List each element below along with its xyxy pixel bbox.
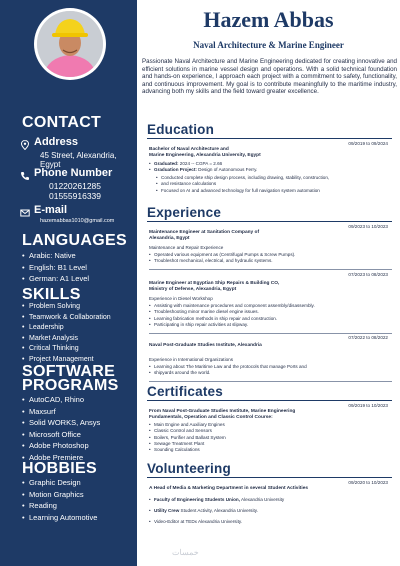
list-item: • Assisting with maintenance procedures and component assembly/disassembly. bbox=[149, 303, 389, 309]
entry-divider bbox=[149, 333, 392, 334]
profile-summary: Passionate Naval Architecture and Marine Engineering dedicated for creating innovative and efficient solutions in marine vessel design and operations. With a solid technical foundation and hands-on experience, I approach each project with a commitment to safety, functionality, and continuous improvement. My goal is to contribute meaningfully to the maritime industry, advancing both my skills and the field toward greater excellence. bbox=[142, 58, 397, 96]
list-item: • Operated various equipment as (Centrifugal Pumps & Screw Pumps). bbox=[149, 252, 389, 258]
list-item: • Arabic: Native bbox=[22, 250, 89, 262]
list-item: • Sewage Treatment Plant bbox=[149, 441, 389, 447]
location-pin-icon bbox=[20, 137, 30, 147]
email-row bbox=[20, 204, 67, 216]
address-label: Address bbox=[34, 136, 79, 148]
list-item: • shipyards around the world. bbox=[149, 370, 389, 376]
list-item: • Graphic Design bbox=[22, 477, 97, 489]
software-list bbox=[22, 394, 100, 464]
main-content bbox=[137, 0, 400, 566]
list-item: • Main Engine and Auxiliary Engines bbox=[149, 422, 389, 428]
list-item: • Teamwork & Collaboration bbox=[22, 313, 111, 324]
person-name: Hazem Abbas bbox=[203, 7, 334, 32]
job-subtitle: Experience in Diesel Workshop bbox=[149, 296, 213, 301]
education-date: 09/2019 to 09/2024 bbox=[348, 141, 388, 146]
software-heading-line-1: SOFTWARE bbox=[22, 363, 116, 380]
volunteering-activities bbox=[149, 494, 389, 527]
certificates-date: 09/2019 to 10/2023 bbox=[348, 403, 388, 408]
languages-list bbox=[22, 250, 89, 285]
project-details bbox=[149, 175, 389, 194]
education-heading: Education bbox=[147, 122, 215, 137]
software-heading-line-2: PROGRAMS bbox=[22, 377, 119, 394]
watermark: خمسات bbox=[172, 548, 199, 557]
list-item: • and resistance calculations bbox=[149, 181, 389, 187]
job-subtitle: Experience in International Organizations bbox=[149, 357, 234, 362]
list-item: • Sounding Calculations bbox=[149, 447, 389, 453]
skills-heading: SKILLS bbox=[22, 286, 81, 303]
person-role: Naval Architecture & Marine Engineer bbox=[193, 40, 344, 50]
section-divider bbox=[147, 138, 392, 139]
job-title-line-1: Maintenance Engineer at Sanitation Company of bbox=[149, 230, 260, 235]
list-item: • Focused on AI and advanced technology for full navigation system automation bbox=[149, 188, 389, 194]
list-item: • AutoCAD, Rhino bbox=[22, 394, 100, 406]
section-divider bbox=[147, 400, 392, 401]
hobbies-heading: HOBBIES bbox=[22, 460, 97, 477]
list-item: • Conducted complete ship design process, including drawing, stability, construction, bbox=[149, 175, 389, 181]
list-item: • German: A1 Level bbox=[22, 273, 89, 285]
certificate-title-line-1: From Naval Post-Graduate Studies Institute, Marine Engineering bbox=[149, 409, 296, 414]
list-item: • Adobe Photoshop bbox=[22, 440, 100, 452]
address-row bbox=[20, 136, 78, 148]
list-item: • Graduation Project: Design of Autonomous Ferry. bbox=[149, 167, 389, 173]
entry-divider bbox=[149, 269, 392, 270]
languages-heading: LANGUAGES bbox=[22, 232, 127, 249]
list-item: • Critical Thinking bbox=[22, 344, 111, 355]
volunteering-heading: Volunteering bbox=[147, 461, 231, 476]
list-item: • Learning Automotive bbox=[22, 512, 97, 524]
list-item: • Maxsurf bbox=[22, 406, 100, 418]
hobbies-list bbox=[22, 477, 97, 523]
contact-heading: CONTACT bbox=[22, 114, 102, 131]
list-item: • Troubleshot mechanical, electrical, and hydraulic systems. bbox=[149, 258, 389, 264]
entry-divider bbox=[149, 381, 392, 382]
degree-line-1: Bachelor of Naval Architecture and bbox=[149, 147, 229, 152]
list-item: • Adobe Premiere bbox=[22, 452, 100, 464]
list-item: • Boilers, Purifier and Ballast System bbox=[149, 435, 389, 441]
certificate-title-line-2: Fundamentals, Operation and Classic Control Course: bbox=[149, 415, 273, 420]
volunteering-date: 09/2020 to 10/2023 bbox=[348, 480, 388, 485]
list-item: • Faculty of Engineering Students Union, Alexandria University bbox=[149, 494, 389, 505]
section-divider bbox=[147, 221, 392, 222]
experience-heading: Experience bbox=[147, 205, 222, 220]
email-label: E-mail bbox=[34, 204, 68, 216]
degree-line-2: Marine Engineering, Alexandria University, Egypt bbox=[149, 153, 261, 158]
job-title-line-2: Ministry of Defense, Alexandria, Egypt bbox=[149, 287, 237, 292]
job-title-line-2: Alexandria, Egypt bbox=[149, 236, 190, 241]
list-item: • Video-Editor at TEDx Alexandria University. bbox=[149, 516, 389, 527]
section-divider bbox=[147, 477, 392, 478]
phone-row bbox=[20, 167, 112, 179]
list-item: • Reading bbox=[22, 500, 97, 512]
list-item: • Troubleshooting minor marine diesel engine issues. bbox=[149, 309, 389, 315]
job-duties bbox=[149, 303, 389, 328]
education-details bbox=[149, 161, 389, 174]
job-duties bbox=[149, 252, 389, 265]
job-date: 07/2022 to 08/2022 bbox=[348, 335, 388, 340]
list-item: • Leadership bbox=[22, 323, 111, 334]
list-item: • Utility Crew Student Activity, Alexandria University. bbox=[149, 505, 389, 516]
volunteering-role: A Head of Media & Marketing Department in several Student Activities bbox=[149, 486, 309, 491]
list-item: • Microsoft Office bbox=[22, 429, 100, 441]
phone-number-1[interactable]: 01220261285 bbox=[49, 181, 102, 191]
list-item: • Project Management bbox=[22, 355, 111, 366]
list-item: • Solid WORKS, Ansys bbox=[22, 417, 100, 429]
profile-photo bbox=[37, 11, 103, 77]
list-item: • Learning about The Maritime Law and the protocols that manage Ports and bbox=[149, 364, 389, 370]
job-subtitle: Maintenance and Repair Experience bbox=[149, 245, 224, 250]
list-item: • English: B1 Level bbox=[22, 262, 89, 274]
certificates-heading: Certificates bbox=[147, 384, 223, 399]
phone-label: Phone Number bbox=[34, 167, 113, 179]
list-item: • Problem Solving bbox=[22, 302, 111, 313]
job-title-line-1: Naval Post-Graduate Studies Institute, Alexandria bbox=[149, 343, 262, 348]
sidebar bbox=[0, 0, 137, 566]
phone-number-2[interactable]: 01555916339 bbox=[49, 191, 102, 201]
profile-photo-frame bbox=[34, 8, 106, 80]
list-item: • Classic Control and Sensors bbox=[149, 428, 389, 434]
envelope-icon bbox=[20, 205, 30, 215]
phone-icon bbox=[20, 168, 30, 178]
email-value[interactable]: hazemabbas1010@gmail.com bbox=[40, 218, 115, 224]
job-title-line-1: Marine Engineer at Egyptian Ship Repairs & Building CO, bbox=[149, 281, 280, 286]
list-item: • Participating in ship repair activities at slipway. bbox=[149, 322, 389, 328]
address-value: 45 Street, Alexandria, Egypt bbox=[40, 151, 117, 169]
list-item: • Market Analysis bbox=[22, 334, 111, 345]
job-date: 09/2023 to 10/2023 bbox=[348, 224, 388, 229]
list-item: • Graduated: 2024 -- CGPA = 2.66 bbox=[149, 161, 389, 167]
job-date: 07/2023 to 08/2023 bbox=[348, 272, 388, 277]
skills-list bbox=[22, 302, 111, 365]
list-item: • Learning fabrication methods in ship repair and construction. bbox=[149, 316, 389, 322]
certificate-topics bbox=[149, 422, 389, 453]
job-duties bbox=[149, 364, 389, 377]
list-item: • Motion Graphics bbox=[22, 489, 97, 501]
